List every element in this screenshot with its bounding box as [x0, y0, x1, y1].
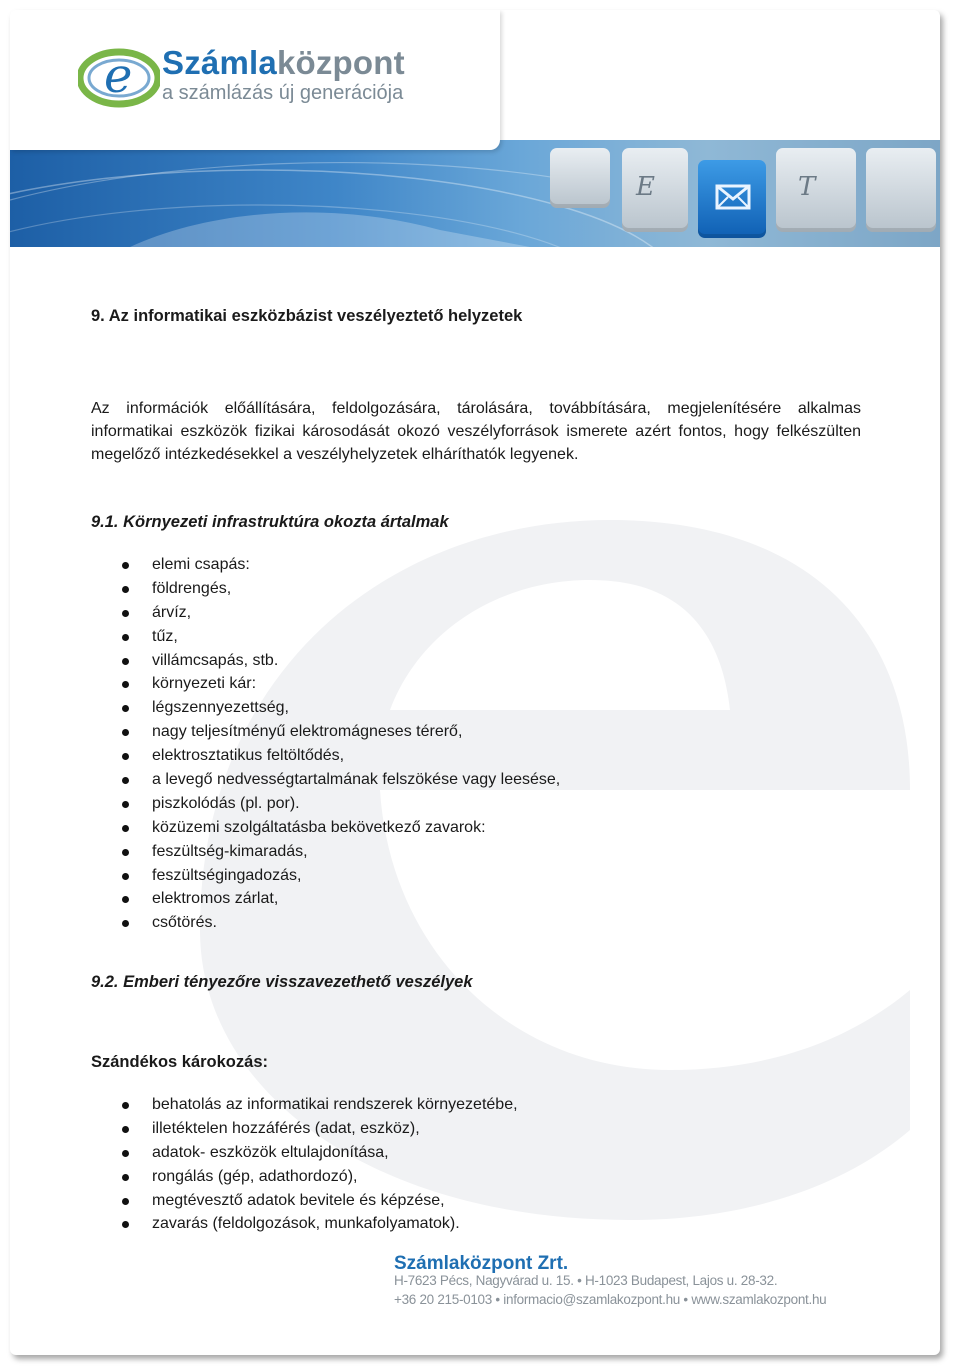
- list-item: nagy teljesítményű elektromágneses térerő,: [10, 720, 560, 744]
- list-item: elektromos zárlat,: [10, 887, 560, 911]
- list-item: behatolás az informatikai rendszerek környezetébe,: [10, 1093, 518, 1117]
- list-item: a levegő nedvességtartalmának felszökése vagy leesése,: [10, 768, 560, 792]
- list-item: piszkolódás (pl. por).: [10, 792, 560, 816]
- keyboard-key-t: T: [776, 148, 856, 232]
- footer-company-name: Számlaközpont Zrt.: [394, 1253, 569, 1274]
- subsection-1-heading: 9.1. Környezeti infrastruktúra okozta ártalmak: [91, 513, 449, 531]
- logo-tagline: a számlázás új generációja: [162, 82, 404, 104]
- svg-text:e: e: [104, 48, 133, 104]
- section-heading: 9. Az informatikai eszközbázist veszélyeztető helyzetek: [91, 307, 523, 325]
- list-item: árvíz,: [10, 601, 560, 625]
- list-item: elemi csapás:: [10, 553, 560, 577]
- list-item: feszültség-kimaradás,: [10, 840, 560, 864]
- hazards-list: [10, 553, 560, 935]
- list-item: villámcsapás, stb.: [10, 649, 560, 673]
- intentional-damage-heading: Szándékos károkozás:: [91, 1053, 268, 1071]
- list-item: csőtörés.: [10, 911, 560, 935]
- list-item: rongálás (gép, adathordozó),: [10, 1165, 518, 1189]
- list-item: feszültségingadozás,: [10, 864, 560, 888]
- list-item: megtévesztő adatok bevitele és képzése,: [10, 1189, 518, 1213]
- list-item: elektrosztatikus feltöltődés,: [10, 744, 560, 768]
- footer-contact: +36 20 215-0103 • informacio@szamlakozpont.hu • www.szamlakozpont.hu: [394, 1292, 827, 1307]
- intro-paragraph: Az információk előállítására, feldolgozására, tárolására, továbbítására, megjelenítésére alkalmas informatikai eszközök fizikai károsodását okozó veszélyforrások ismerete azért fontos, hogy felkészülten megelőző intézkedésekkel a veszélyhelyzetek elháríthatók legyenek.: [91, 400, 861, 463]
- subsection-2-heading: 9.2. Emberi tényezőre visszavezethető veszélyek: [91, 973, 473, 991]
- document-page: [10, 10, 940, 1355]
- list-item: zavarás (feldolgozások, munkafolyamatok).: [10, 1212, 518, 1236]
- list-item: illetéktelen hozzáférés (adat, eszköz),: [10, 1117, 518, 1141]
- human-threats-list: [10, 1093, 518, 1236]
- footer-address: H-7623 Pécs, Nagyvárad u. 15. • H-1023 Budapest, Lajos u. 28-32.: [394, 1273, 778, 1288]
- logo-brand-name: Számlaközpont: [162, 44, 405, 81]
- list-item: adatok- eszközök eltulajdonítása,: [10, 1141, 518, 1165]
- list-item: földrengés,: [10, 577, 560, 601]
- keyboard-key-e: E: [622, 148, 688, 232]
- list-item: tűz,: [10, 625, 560, 649]
- list-item: környezeti kár:: [10, 672, 560, 696]
- list-item: légszennyezettség,: [10, 696, 560, 720]
- list-item: közüzemi szolgáltatásba bekövetkező zavarok:: [10, 816, 560, 840]
